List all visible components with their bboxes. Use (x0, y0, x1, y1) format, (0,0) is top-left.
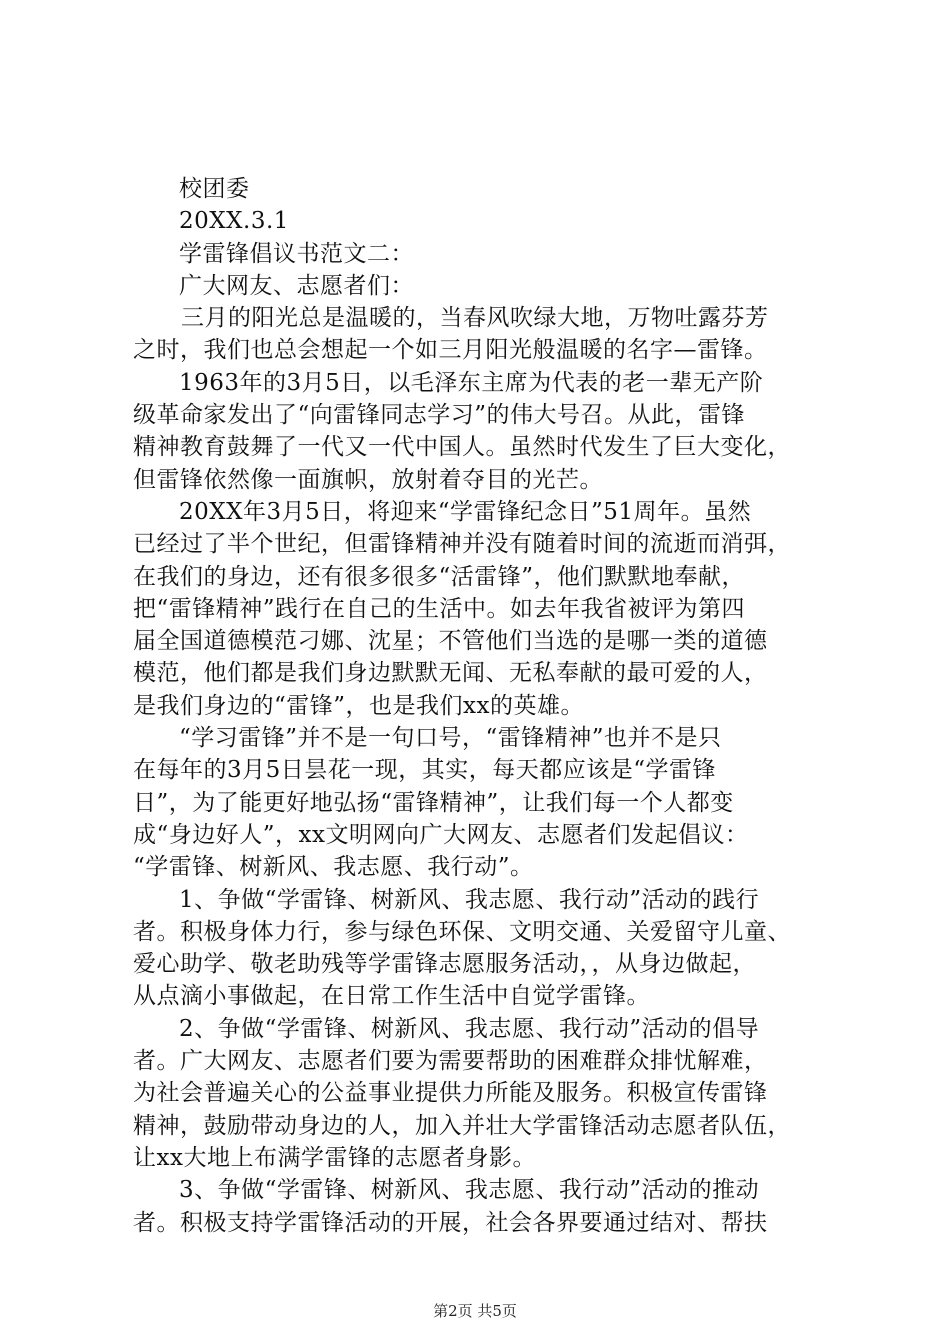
paragraph-line: 爱心助学、敬老助残等学雷锋志愿服务活动，，从身边做起， (133, 951, 756, 978)
paragraph-line: 在我们的身边，还有很多很多“活雷锋”，他们默默地奉献， (133, 563, 746, 590)
paragraph-line: 1963年的3月5日，以毛泽东主席为代表的老一辈无产阶 (179, 369, 764, 396)
paragraph-line: 把“雷锋精神”践行在自己的生活中。如去年我省被评为第四 (133, 595, 746, 622)
paragraph-line: 为社会普遍关心的公益事业提供力所能及服务。积极宣传雷锋 (133, 1080, 768, 1107)
paragraph-line: 模范，他们都是我们身边默默无闻、无私奉献的最可爱的人， (133, 660, 768, 687)
paragraph-line: 者。积极支持学雷锋活动的开展，社会各界要通过结对、帮扶 (133, 1209, 768, 1236)
paragraph-line: 已经过了半个世纪，但雷锋精神并没有随着时间的流逝而消弭， (133, 531, 791, 558)
paragraph-line: 从点滴小事做起，在日常工作生活中自觉学雷锋。 (133, 983, 650, 1010)
paragraph-line: 者。积极身体力行，参与绿色环保、文明交通、关爱留守儿童、 (133, 918, 791, 945)
section-heading: 学雷锋倡议书范文二： (179, 240, 414, 267)
paragraph-line: 让xx大地上布满学雷锋的志愿者身影。 (133, 1144, 536, 1171)
paragraph-line: 之时，我们也总会想起一个如三月阳光般温暖的名字—雷锋。 (133, 337, 768, 364)
paragraph-line: “学习雷锋”并不是一句口号，“雷锋精神”也并不是只 (179, 725, 722, 752)
salutation: 广大网友、志愿者们： (179, 272, 414, 299)
paragraph-line: 日”，为了能更好地弘扬“雷锋精神”，让我们每一个人都变 (133, 789, 734, 816)
signature-org: 校团委 (179, 176, 250, 202)
paragraph-line: 但雷锋依然像一面旗帜，放射着夺目的光芒。 (133, 466, 603, 493)
paragraph-line: 3、争做“学雷锋、树新风、我志愿、我行动”活动的推动 (179, 1177, 760, 1204)
paragraph-line: “学雷锋、树新风、我志愿、我行动”。 (133, 854, 534, 881)
paragraph-line: 在每年的3月5日昙花一现，其实，每天都应该是“学雷锋 (133, 757, 717, 784)
paragraph-line: 者。广大网友、志愿者们要为需要帮助的困难群众排忧解难， (133, 1048, 768, 1075)
page-number-footer: 第2页 共5页 (433, 1302, 517, 1320)
paragraph-line: 是我们身边的“雷锋”，也是我们xx的英雄。 (133, 692, 584, 719)
paragraph-line: 2、争做“学雷锋、树新风、我志愿、我行动”活动的倡导 (179, 1015, 760, 1042)
paragraph-line: 级革命家发出了“向雷锋同志学习”的伟大号召。从此，雷锋 (133, 402, 746, 429)
paragraph-line: 三月的阳光总是温暖的，当春风吹绿大地，万物吐露芬芳 (181, 305, 769, 332)
signature-date: 20XX.3.1 (179, 208, 289, 235)
paragraph-line: 精神，鼓励带动身边的人，加入并壮大学雷锋活动志愿者队伍， (133, 1112, 791, 1139)
paragraph-line: 精神教育鼓舞了一代又一代中国人。虽然时代发生了巨大变化， (133, 434, 791, 461)
paragraph-line: 届全国道德模范刁娜、沈星；不管他们当选的是哪一类的道德 (133, 628, 768, 655)
paragraph-line: 成“身边好人”，xx文明网向广大网友、志愿者们发起倡议： (133, 821, 749, 848)
paragraph-line: 1、争做“学雷锋、树新风、我志愿、我行动”活动的践行 (179, 886, 760, 913)
document-body (133, 173, 833, 1239)
paragraph-line: 20XX年3月5日，将迎来“学雷锋纪念日”51周年。虽然 (179, 498, 752, 525)
